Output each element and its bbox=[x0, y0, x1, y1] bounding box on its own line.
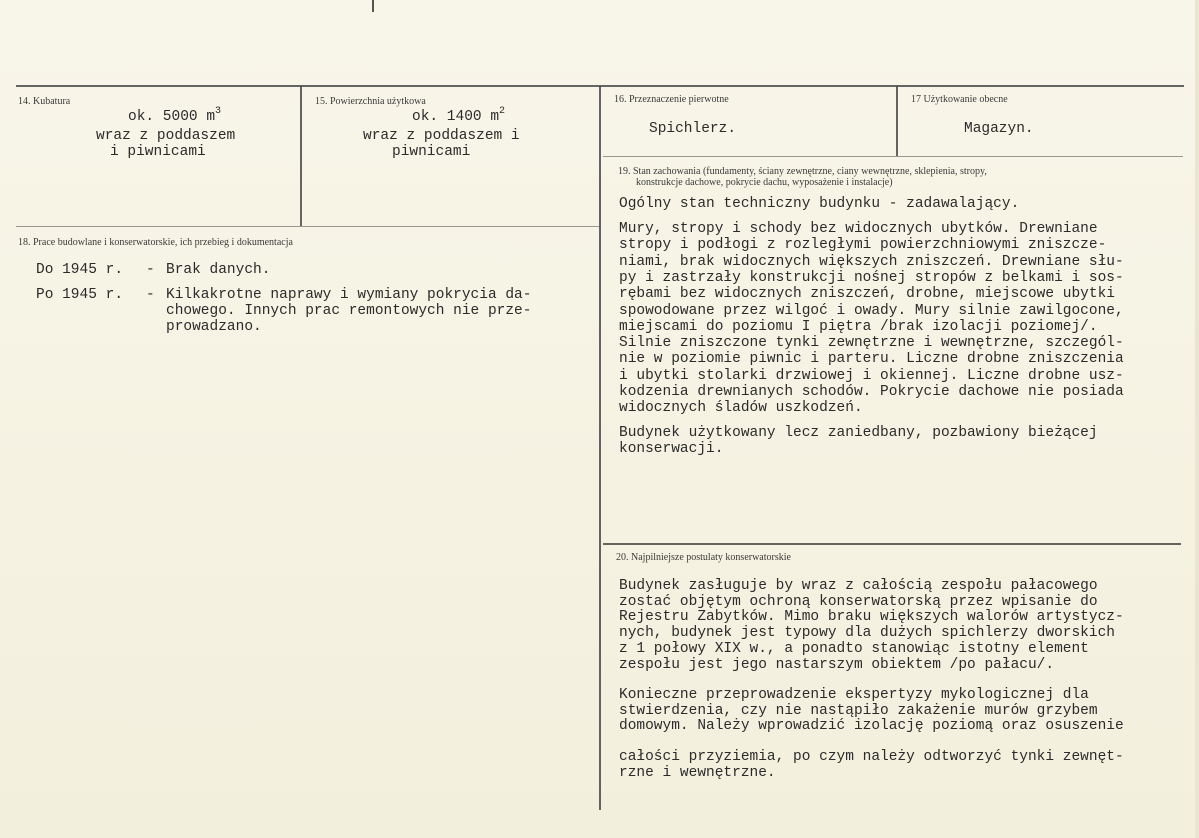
postulaty-p3-line: całości przyziemia, po czym należy odtworzyć tynki zewnęt- bbox=[619, 749, 1124, 765]
prace-entry-1-text: Brak danych. bbox=[166, 262, 271, 278]
powierzchnia-value: ok. 1400 $m^2$ bbox=[412, 106, 506, 125]
kubatura-label: 14. Kubatura bbox=[18, 96, 71, 107]
postulaty-p2-line: Konieczne przeprowadzenie ekspertyzy mykologicznej dla bbox=[619, 687, 1089, 703]
powierzchnia-note-1: wraz z poddaszem i bbox=[363, 128, 520, 144]
uzytkowanie-value: Magazyn. bbox=[964, 121, 1034, 137]
stan-p1-line: Ogólny stan techniczny budynku - zadawalający. bbox=[619, 196, 1020, 212]
powierzchnia-label: 15. Powierzchnia użytkowa bbox=[315, 96, 426, 107]
stan-p2-line: kodzenia drewnianych schodów. Pokrycie dachowe nie posiada bbox=[619, 384, 1124, 400]
stan-p2-line: i ubytki stolarki drzwiowej i okiennej. Liczne drobne usz- bbox=[619, 367, 1124, 384]
center-divider bbox=[599, 86, 601, 810]
postulaty-p2-line: domowym. Należy wprowadzić izolację poziomą oraz osuszenie bbox=[619, 718, 1124, 735]
stan-p2-line: rębami bez widocznych zniszczeń, drobne, miejscowe ubytki bbox=[619, 286, 1115, 303]
stan-label-2: konstrukcje dachowe, pokrycie dachu, wyposażenie i instalacje) bbox=[636, 177, 893, 188]
prace-entry-2-line-3: prowadzano. bbox=[166, 319, 262, 335]
prace-entry-2-dash: - bbox=[146, 287, 155, 303]
stan-p2-line: nie w poziomie piwnic i parteru. Liczne drobne zniszczenia bbox=[619, 351, 1124, 368]
kubatura-note-1: wraz z poddaszem bbox=[96, 128, 236, 144]
postulaty-p1-line: z 1 połowy XIX w., a ponadto stanowiąc istotny element bbox=[619, 640, 1089, 657]
kubatura-note-2: i piwnicami bbox=[110, 144, 206, 160]
stan-p2-line: niami, brak widocznych większych zniszczeń. Drewniane słu- bbox=[619, 253, 1124, 270]
stan-p2-line: widocznych śladów uszkodzeń. bbox=[619, 400, 863, 417]
przeznaczenie-label: 16. Przeznaczenie pierwotne bbox=[614, 94, 729, 105]
stan-p2-line: Silnie zniszczone tynki zewnętrzne i wewnętrzne, szczegól- bbox=[619, 335, 1124, 352]
postulaty-p1-line: zespołu jest jego nastarszym obiektem /po pałacu/. bbox=[619, 656, 1055, 673]
prace-entry-2-date: Po 1945 r. bbox=[36, 287, 124, 303]
divider-14-15 bbox=[300, 86, 302, 226]
stan-p2-line: Mury, stropy i schody bez widocznych ubytków. Drewniane bbox=[619, 221, 1098, 237]
stan-p3-line: konserwacji. bbox=[619, 441, 724, 458]
stan-p2-line: miejscami do poziomu I piętra /brak izolacji poziomej/. bbox=[619, 318, 1098, 335]
rule-14-15-bottom bbox=[16, 226, 600, 227]
postulaty-p3-line: rzne i wewnętrzne. bbox=[619, 765, 776, 781]
rule-19-bottom bbox=[603, 543, 1181, 545]
postulaty-label: 20. Najpilniejsze postulaty konserwatorskie bbox=[616, 552, 791, 563]
stan-p2-line: stropy i podłogi z rozległymi powierzchniowymi zniszcze- bbox=[619, 237, 1107, 254]
powierzchnia-note-2: piwnicami bbox=[392, 144, 471, 160]
przeznaczenie-value: Spichlerz. bbox=[649, 121, 737, 137]
prace-entry-1-date: Do 1945 r. bbox=[36, 262, 124, 278]
kubatura-value: ok. 5000 $m^3$ bbox=[128, 106, 222, 125]
prace-entry-2-line-2: chowego. Innych prac remontowych nie prze- bbox=[166, 303, 532, 319]
divider-16-17 bbox=[896, 86, 898, 156]
prace-entry-2-line-1: Kilkakrotne naprawy i wymiany pokrycia da- bbox=[166, 287, 532, 303]
margin-tick bbox=[372, 0, 374, 12]
prace-entry-1-dash: - bbox=[146, 262, 155, 278]
rule-16-17-bottom bbox=[603, 156, 1183, 157]
stan-p2-line: py i zastrzały konstrukcji nośnej stropów z belkami i sos- bbox=[619, 269, 1124, 286]
postulaty-p1-line: Rejestru Zabytków. Mimo braku większych walorów artystycz- bbox=[619, 609, 1124, 626]
uzytkowanie-label: 17 Użytkowanie obecne bbox=[911, 94, 1008, 105]
stan-label-1: 19. Stan zachowania (fundamenty, ściany zewnętrzne, ciany wewnętrzne, sklepienia, stropy, bbox=[618, 166, 987, 177]
stan-p2-line: spowodowane przez wilgoć i owady. Mury silnie zawilgocone, bbox=[619, 302, 1124, 319]
postulaty-p1-line: zostać objętym ochroną konserwatorską przez wpisanie do bbox=[619, 593, 1098, 610]
postulaty-p1-line: Budynek zasługuje by wraz z całością zespołu pałacowego bbox=[619, 578, 1098, 594]
postulaty-p1-line: nych, budynek jest typowy dla dużych spichlerzy dworskich bbox=[619, 625, 1115, 642]
page-edge bbox=[1195, 0, 1199, 838]
prace-label: 18. Prace budowlane i konserwatorskie, ich przebieg i dokumentacja bbox=[18, 237, 293, 248]
stan-p3-line: Budynek użytkowany lecz zaniedbany, pozbawiony bieżącej bbox=[619, 425, 1098, 441]
postulaty-p2-line: stwierdzenia, czy nie nastąpiło zakażenie murów grzybem bbox=[619, 702, 1098, 719]
